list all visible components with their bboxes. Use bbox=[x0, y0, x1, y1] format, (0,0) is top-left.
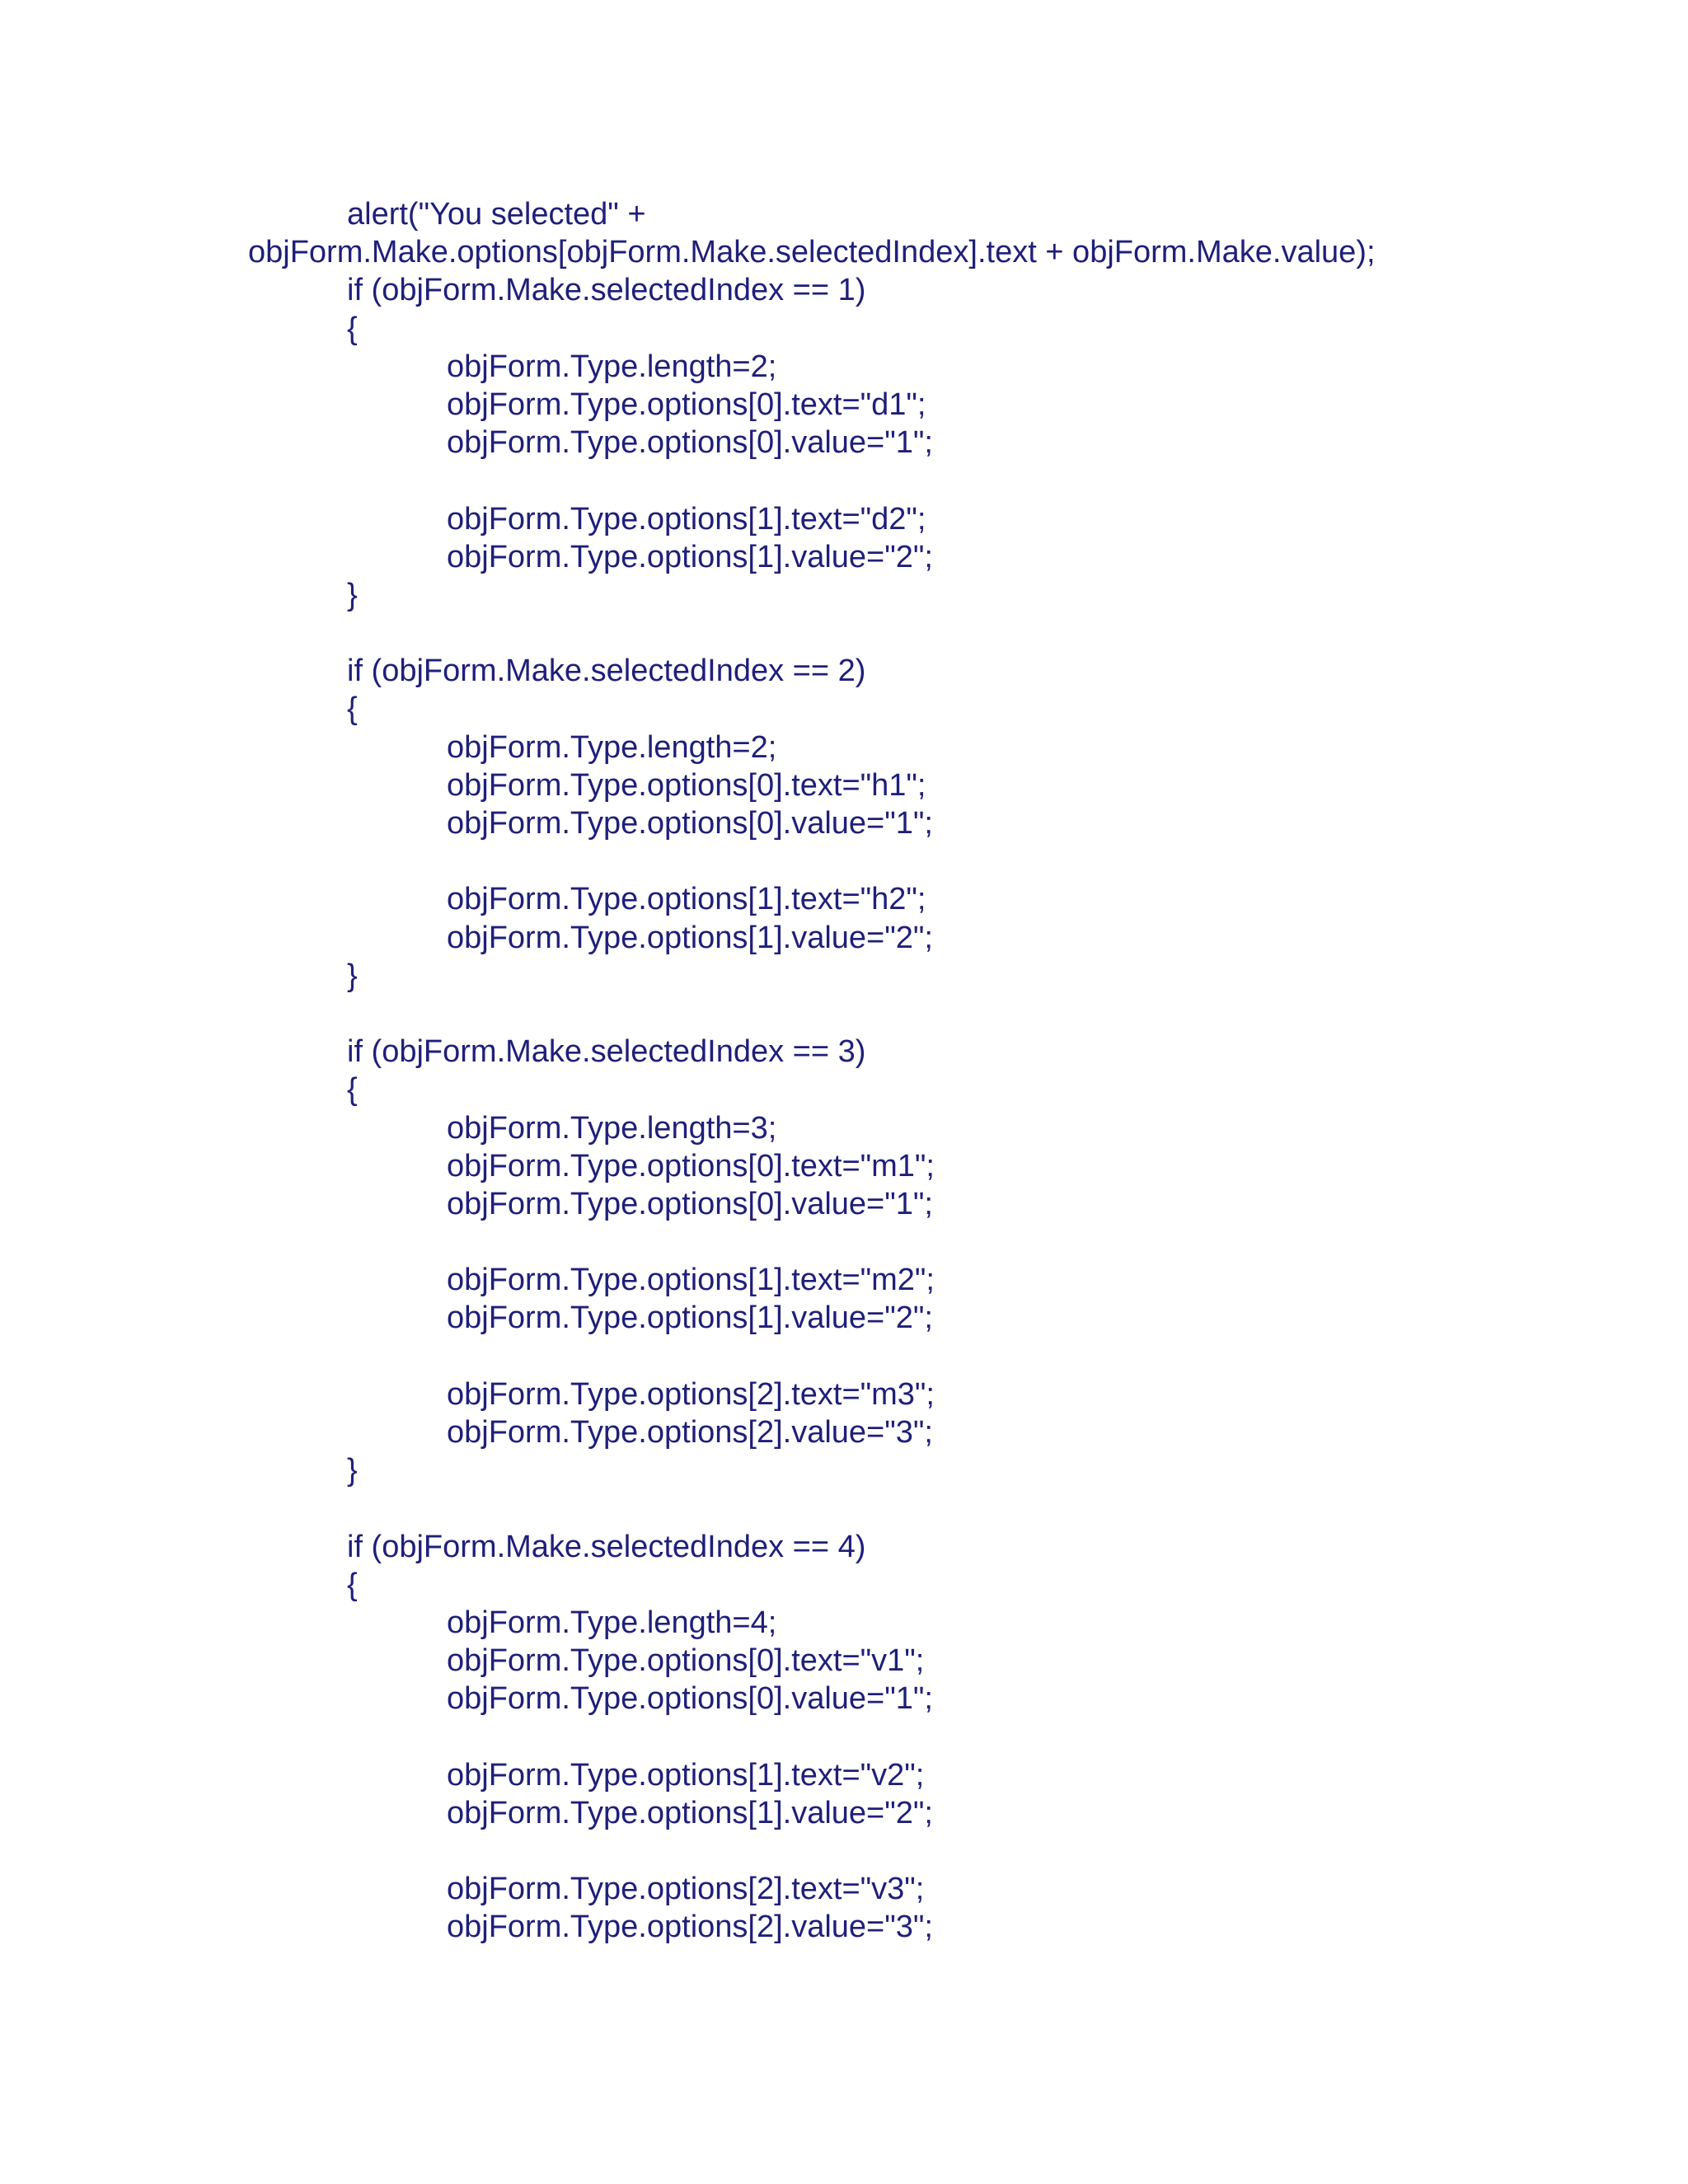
blank-line bbox=[0, 1718, 1688, 1756]
code-line bbox=[0, 348, 1688, 386]
code-line bbox=[0, 1376, 1688, 1413]
code-line-text: objForm.Type.options[1].text="h2"; bbox=[447, 882, 926, 917]
code-line-text: objForm.Type.options[2].text="v3"; bbox=[447, 1872, 925, 1907]
code-line-text: objForm.Type.options[0].text="m1"; bbox=[447, 1148, 935, 1183]
code-line bbox=[0, 1033, 1688, 1071]
code-line-text: if (objForm.Make.selectedIndex == 3) bbox=[347, 1034, 866, 1070]
code-line bbox=[0, 538, 1688, 576]
code-line bbox=[0, 1185, 1688, 1223]
code-line-text: } bbox=[347, 1453, 358, 1488]
code-line-text: objForm.Type.options[1].value="2"; bbox=[447, 920, 933, 955]
code-line bbox=[0, 1756, 1688, 1794]
blank-line bbox=[0, 995, 1688, 1033]
code-line-text: objForm.Type.options[0].value="1"; bbox=[447, 425, 933, 461]
code-line-text: objForm.Type.length=4; bbox=[447, 1605, 777, 1640]
code-line-text: objForm.Type.length=2; bbox=[447, 729, 777, 765]
code-line bbox=[0, 1794, 1688, 1832]
code-line bbox=[0, 690, 1688, 728]
code-line bbox=[0, 1604, 1688, 1642]
code-line-text: objForm.Type.options[0].value="1"; bbox=[447, 1681, 933, 1717]
code-line bbox=[0, 957, 1688, 995]
code-line-text: objForm.Type.options[0].text="v1"; bbox=[447, 1643, 925, 1679]
code-line-text: alert("You selected" + bbox=[347, 197, 646, 232]
code-line-text: objForm.Type.options[1].text="v2"; bbox=[447, 1757, 925, 1793]
code-line-text: objForm.Type.options[1].value="2"; bbox=[447, 1795, 933, 1830]
code-line bbox=[0, 386, 1688, 424]
code-line-text: objForm.Type.options[0].value="1"; bbox=[447, 806, 933, 841]
code-line bbox=[0, 1451, 1688, 1489]
code-line bbox=[0, 1870, 1688, 1908]
code-line-text: objForm.Type.options[1].text="d2"; bbox=[447, 501, 926, 537]
code-line-text: objForm.Make.options[objForm.Make.selectedIndex].text + objForm.Make.value); bbox=[248, 235, 1376, 270]
code-line-text: objForm.Type.options[0].value="1"; bbox=[447, 1186, 933, 1221]
code-line bbox=[0, 576, 1688, 614]
code-line-text: { bbox=[347, 691, 358, 727]
code-line bbox=[0, 1109, 1688, 1147]
code-line-text: objForm.Type.length=2; bbox=[447, 349, 777, 384]
code-line bbox=[0, 1261, 1688, 1299]
code-line-text: if (objForm.Make.selectedIndex == 2) bbox=[347, 654, 866, 689]
code-line bbox=[0, 500, 1688, 538]
code-line-text: objForm.Type.options[0].text="h1"; bbox=[447, 767, 926, 803]
code-line-text: objForm.Type.options[1].value="2"; bbox=[447, 539, 933, 574]
code-line-text: objForm.Type.length=3; bbox=[447, 1110, 777, 1146]
code-line bbox=[0, 310, 1688, 348]
code-line bbox=[0, 766, 1688, 804]
code-line-text: { bbox=[347, 311, 358, 346]
code-line-text: objForm.Type.options[1].value="2"; bbox=[447, 1301, 933, 1336]
blank-line bbox=[0, 1223, 1688, 1261]
code-line bbox=[0, 1071, 1688, 1108]
code-line bbox=[0, 1908, 1688, 1946]
code-line-text: } bbox=[347, 577, 358, 612]
code-line bbox=[0, 804, 1688, 842]
code-line-text: } bbox=[347, 958, 358, 993]
code-line bbox=[0, 1528, 1688, 1566]
code-line bbox=[0, 271, 1688, 309]
code-line-text: objForm.Type.options[2].value="3"; bbox=[447, 1415, 933, 1450]
code-line bbox=[0, 195, 1688, 233]
code-line-text: objForm.Type.options[0].text="d1"; bbox=[447, 387, 926, 422]
code-line bbox=[0, 729, 1688, 766]
blank-line bbox=[0, 462, 1688, 499]
code-line-text: { bbox=[347, 1072, 358, 1108]
code-line bbox=[0, 233, 1688, 271]
code-line bbox=[0, 1680, 1688, 1718]
code-line-text: objForm.Type.options[2].text="m3"; bbox=[447, 1376, 935, 1412]
code-listing bbox=[0, 195, 1688, 1947]
code-line bbox=[0, 1147, 1688, 1185]
code-line bbox=[0, 1642, 1688, 1680]
blank-line bbox=[0, 842, 1688, 880]
code-line-text: { bbox=[347, 1567, 358, 1602]
blank-line bbox=[0, 1338, 1688, 1376]
code-line bbox=[0, 1299, 1688, 1337]
code-line bbox=[0, 424, 1688, 462]
code-line bbox=[0, 880, 1688, 918]
code-line-text: if (objForm.Make.selectedIndex == 1) bbox=[347, 273, 866, 308]
blank-line bbox=[0, 614, 1688, 652]
code-line-text: objForm.Type.options[2].value="3"; bbox=[447, 1910, 933, 1945]
code-line bbox=[0, 652, 1688, 690]
code-line-text: if (objForm.Make.selectedIndex == 4) bbox=[347, 1529, 866, 1564]
code-line bbox=[0, 1413, 1688, 1451]
code-line bbox=[0, 919, 1688, 957]
code-line bbox=[0, 1566, 1688, 1604]
blank-line bbox=[0, 1832, 1688, 1870]
blank-line bbox=[0, 1489, 1688, 1527]
code-line-text: objForm.Type.options[1].text="m2"; bbox=[447, 1263, 935, 1298]
